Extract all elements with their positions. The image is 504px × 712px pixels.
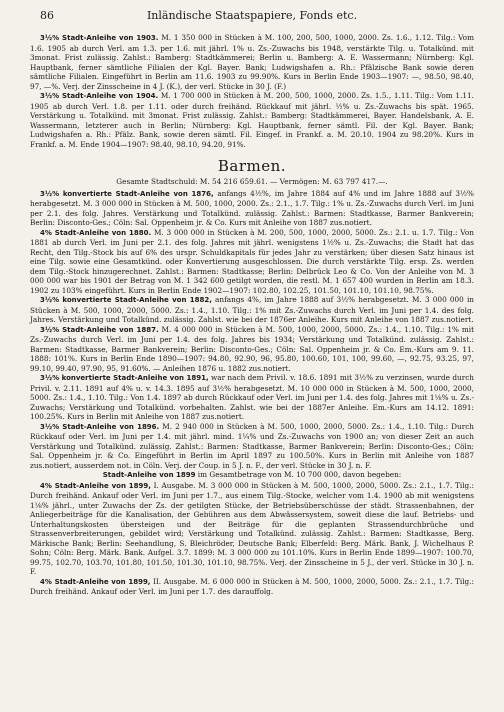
loan-group-heading (30, 470, 474, 481)
loan-entry (30, 189, 474, 228)
loan-text: M. 2 940 000 in Stücken à M. 500, 1000, 2000, 5000. Zs.: 1.4., 1.10. Tilg.: Durch Rückkauf oder Verl. im Juni per 1.4. mit jährl. mind. 1¼% und Zs.-Zuwachs von 1900 an; von dieser Zeit an auch Verstärkung und Totalkünd. zulässig. Zahlst.: Barmen: Stadtkasse, Barmer Bankverein; Berlin: Disconto-Ges.; Cöln: Sal. Oppenheim jr. & Co. Eingeführt in Berlin im April 1897 zu 100.50%. Kurs in Berlin mit Anleihe von 1887 zus.notiert, ausserdem not. in Cöln. Verj. der Coup. in 5 J. n. F., der verl. Stücke in 30 J. n. F. (30, 421, 474, 470)
loan-title: 3½% Stadt-Anleihe von 1896. (40, 422, 160, 431)
loan-entry (30, 33, 474, 91)
loan-text: anfangs 4½%, im Jahre 1884 auf 4% und im Jahre 1888 auf 3½% herabgesetzt. M. 3 000 000 in Stücken à M. 500, 1000, 2000. Zs.: 2.1., 1.7. Tilg.: 1% u. Zs.-Zuwachs durch Verl. im Juni per 2.1. des folg. Jahres. Verstärkung und Totalkünd. zulässig. Zahlst.: Barmen: Stadtkasse, Barmer Bankverein; Berlin: Disconto-Ges.; Cöln: Sal. Oppenheim jr. & Co. Kurs mit Anleihe von 1887 zus.notiert. (30, 188, 474, 227)
loan-title: 4% Stadt-Anleihe von 1899, (40, 577, 151, 586)
loan-entry (30, 422, 474, 471)
loan-entry (30, 91, 474, 149)
loan-text: war nach dem Privil. v. 18.6. 1891 mit 3½% zu verzinsen, wurde durch Privil. v. 2.11. 1891 auf 4% u. v. 14.3. 1895 auf 3½% herabgesetzt. M. 10 000 000 in Stücken à M. 500, 1000, 2000, 5000. Zs.: 1.4., 1.10. Tilg.: Von 1.4. 1897 ab durch Rückkauf oder Verl. im Juni per 1.4. des folg. Jahres mit 1⅛% u. Zs.-Zuwachs; Verstärkung und Totalkünd. vorbehalten. Zahlst. wie bei der 1887er Anleihe. Em.-Kurs am 14.12. 1891: 100.25%. Kurs in Berlin mit Anleihe von 1887 zus.notiert. (30, 373, 474, 421)
running-title: Inländische Staatspapiere, Fonds etc. (146, 9, 358, 22)
loan-title: 4% Stadt-Anleihe von 1880. (40, 228, 152, 237)
loan-title: 3½% konvertierte Stadt-Anleihe von 1876, (40, 189, 214, 198)
page-header (30, 5, 474, 23)
loan-title: 3½% konvertierte Stadt-Anleihe von 1891, (40, 374, 209, 382)
loan-text: anfangs 4%, im Jahre 1888 auf 3½% herabgesetzt. M. 3 000 000 in Stücken à M. 500, 1000, 2000, 5000. Zs.: 1.4., 1.10. Tilg.: 1% mit Zs.-Zuwachs durch Verl. im Juni per 1.4. des folg. Jahres. Verstärkung und Totalkünd. zulässig. Zahlst. wie bei der 1876er Anleihe. Kurs mit Anleihe von 1887 zus.notiert. (30, 295, 474, 324)
entries-after (30, 189, 474, 597)
section-subtitle: Gesamte Stadtschuld: M. 54 216 659.61. — Vermögen: M. 63 797 417.—. (116, 177, 388, 186)
loan-entry (30, 577, 474, 597)
loan-text: M. 1 700 000 in Stücken à M. 200, 500, 1000, 2000. Zs. 1.5., 1.11. Tilg.: Vom 1.11. 1905 ab durch Verl. 1.8. per 1.11. oder durch freihänd. Rückkauf mit jährl. ½% u. Zs.-Zuwachs bis spät. 1965. Verstärkung u. Totalkünd. mit 3monat. Frist zulässig. Zahlst.: Bamberg: Stadtkämmerei, Bayer. Handelsbank, A. E. Wassermann, letzterer auch in Berlin; Nürnberg: Kgl. Hauptbank, ferner sämtl. Fil. der Kgl. Bayer. Bank; Ludwigshafen a. Rh.: Pfälz. Bank, sowie deren sämtl. Fil. Eingef. in Frankf. a. M. 20.10. 1904 zu 98.20%. Kurs in Frankf. a. M. Ende 1904—1907: 98.40, 98.10, 94.20, 91%. (30, 91, 474, 149)
loan-text: M. 1 350 000 in Stücken à M. 100, 200, 500, 1000, 2000. Zs. 1.6., 1.12. Tilg.: Vom 1.6. 1905 ab durch Verl. am 1.3. per 1.6. mit jährl. 1% u. Zs.-Zuwachs bis 1948, verstärkte Tilg. u. Totalkünd. mit 3monat. Frist zulässig. Zahlst.: Bamberg: Stadtkämmerei; Berlin u. Bamberg: A. E. Wassermann; Nürnberg: Kgl. Hauptbank, ferner sämtliche Filialen der Kgl. Bayer. Bank; Ludwigshafen a. Rh.: Pfälzische Bank sowie deren sämtliche Filialen. Eingeführt in Berlin am 11.6. 1903 zu 99.90%. Kurs in Berlin Ende 1903—1907: —, 98.50, 98.40, 97, —%. Verj. der Zinsscheine in 4 J. (K.), der verl. Stücke in 30 J. (F.) (30, 33, 474, 91)
loan-entry (30, 325, 474, 374)
loan-entry (30, 481, 474, 577)
loan-title: 3½% konvertierte Stadt-Anleihe von 1882, (40, 296, 212, 304)
section-title: Barmen. (217, 157, 287, 175)
loan-text: M. 3 000 000 in Stücken à M. 200, 500, 1000, 2000, 5000. Zs.: 2.1. u. 1.7. Tilg.: Von 1881 ab durch Verl. im Juni per 2.1. des folg. Jahres mit jährl. wenigstens 1½% u. Zs.-Zuwachs; die Stadt hat das Recht, den Tilg.-Stock bis auf 6% des urspr. Schuldkapitals für jedes Jahr zu verstärken; über diesen Satz hinaus ist eine Tilg. sowie eine Gesamtkünd. oder Konvertierung ausgeschlossen. Die durch verstärkte Tilg. ersp. Zs. werden dem Tilg.-Stock hinzugerechnet. Zahlst.: Barmen: Stadtkasse; Berlin: Delbrück Leo & Co. Von der Anleihe von M. 3 000 000 war bis 1901 der Betrag von M. 1 342 600 getilgt worden, die restl. M. 1 657 400 wurden in Berlin am 18.3. 1902 zu 103% eingeführt. Kurs in Berlin Ende 1902—1907: 102.80, 102.25, 101.50, 101.10, 101.10, 98.75%. (30, 227, 474, 295)
loan-title: Stadt-Anleihe von 1899 (102, 471, 196, 479)
loan-text: M. 4 000 000 in Stücken à M. 500, 1000, 2000, 5000. Zs.: 1.4., 1.10. Tilg.: 1% mit Zs.-Zuwachs durch Verl. im Juni per 1.4. des folg. Jahres bis 1934; Verstärkung und Totalkünd. zulässig. Zahlst.: Barmen: Stadtkasse, Barmer Bankverein; Berlin: Disconto-Ges.; Cöln: Sal. Oppenheim jr. & Co. Em.-Kurs am 9. 11. 1888: 101%. Kurs in Berlin Ende 1890—1907: 94.80, 92.90, 96, 95.80, 100.60, 101, 100, 99.60, —, 92.75, 93.25, 97, 99.10, 99.40, 97.90, 95, 91.60%. — Anleihen 1876 u. 1882 zus.notiert. (30, 324, 474, 373)
loan-title: 3½% Stadt-Anleihe von 1904. (40, 92, 159, 100)
loan-text: II. Ausgabe. M. 6 000 000 in Stücken à M. 500, 1000, 2000, 5000. Zs.: 2.1., 1.7. Tilg.: Durch freihänd. Ankauf oder Verl. im Juni per 1.7. des darauffolg. (30, 576, 474, 596)
page-number: 86 (40, 9, 54, 22)
loan-title: 3½% Stadt-Anleihe von 1887. (40, 325, 159, 334)
loan-title: 4% Stadt-Anleihe von 1899, (40, 481, 151, 490)
loan-title: 3½% Stadt-Anleihe von 1903. (40, 34, 159, 42)
loan-entry (30, 295, 474, 325)
loan-entry (30, 228, 474, 296)
loan-text: I. Ausgabe. M. 3 000 000 in Stücken à M. 500, 1000, 2000, 5000. Zs.: 2.1., 1.7. Tilg.: Durch freihänd. Ankauf oder Verl. im Juni per 1.7., aus einem Tilg.-Stocke, welcher vom 1.4. 1900 ab mit wenigstens 1⅛% jährl., unter Zuwachs der Zs. der getilgten Stücke, der Betriebsüberschüsse der städt. Strassenbahnen, der Anliegerbeiträge für die Kanalisation, der Gebühren aus dem Abwässersystem, soweit diese die lauf. Betriebs- und Unterhaltungskosten übersteigen und der Beiträge für die geplanten Strassendurchbrüche und Strassenverbreiterungen, gebildet wird; Verstärkung und Totalkünd. zulässig. Zahlst.: Barmen: Stadtkasse, Berg. Märkische Bank; Berlin: Seehandlung, S. Bleichröder, Deutsche Bank; Elberfeld: Berg. Märk. Bank, J. Wichelhaus P. Sohn; Cöln: Berg. Märk. Bank. Aufgel. 3.7. 1899: M. 3 000 000 zu 101.10%. Kurs in Berlin Ende 1899—1907: 100.70, 99.75, 102.70, 103.70, 101.80, 101.50, 101.30, 101.10, 98.75%. Verj. der Zinsscheine in 5 J., der verl. Stücke in 30 J. n. F. (30, 480, 474, 576)
entries-before (30, 33, 474, 149)
loan-entry (30, 373, 474, 422)
loan-text: im Gesamtbetrage von M. 10 700 000, davon begeben: (195, 470, 402, 479)
